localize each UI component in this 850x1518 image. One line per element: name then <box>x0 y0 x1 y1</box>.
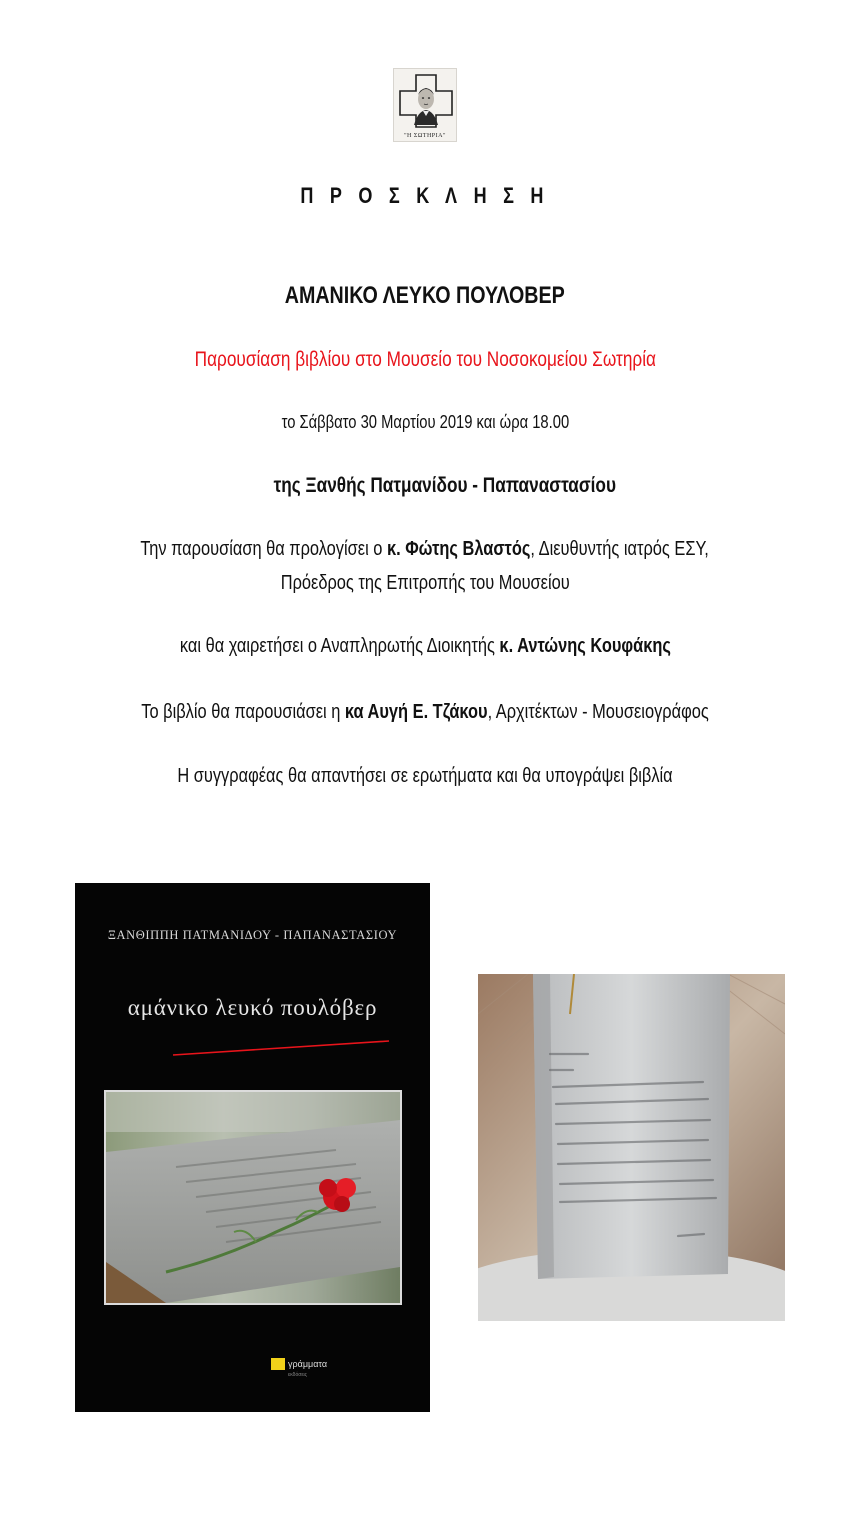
event-subtitle-text: Παρουσίαση βιβλίου στο Μουσείο του Νοσοκομείου Σωτηρία <box>194 348 656 371</box>
prologue-line-1 <box>141 538 709 561</box>
greeting-pre: και θα χαιρετήσει ο Αναπληρωτής Διοικητής <box>179 635 500 657</box>
hospital-logo <box>393 68 457 142</box>
marble-monument-inscription-photo <box>478 974 785 1321</box>
invitation-heading <box>0 183 850 209</box>
book-title-text: ΑΜΑΝΙΚΟ ΛΕΥΚΟ ΠΟΥΛΟΒΕΡ <box>284 282 566 309</box>
presenter-post: , Αρχιτέκτων - Μουσειογράφος <box>487 701 709 723</box>
event-date-text: το Σάββατο 30 Μαρτίου 2019 και ώρα 18.00 <box>281 412 569 432</box>
presenter-paragraph <box>0 701 850 724</box>
greeting-speaker: κ. Αντώνης Κουφάκης <box>499 635 671 657</box>
cover-author: ΞΑΝΘΙΠΠΗ ΠΑΤΜΑΝΙΔΟΥ - ΠΑΠΑΝΑΣΤΑΣΙΟΥ <box>107 928 398 942</box>
publisher-logo <box>271 1358 327 1372</box>
prologue-speaker: κ. Φώτης Βλαστός <box>387 538 531 560</box>
presenter-line <box>141 701 708 724</box>
publisher-sub: εκδόσεις <box>288 1372 308 1378</box>
publisher-mark-icon <box>271 1358 285 1370</box>
book-title <box>0 282 850 310</box>
presenter-name: κα Αυγή Ε. Τζάκου <box>344 701 488 723</box>
presenter-pre: Το βιβλίο θα παρουσιάσει η <box>141 701 345 723</box>
hospital-emblem-portrait-icon <box>394 69 458 143</box>
event-subtitle <box>0 348 850 372</box>
logo-caption: "Η ΣΩΤΗΡΙΑ" <box>404 133 446 139</box>
cover-title: αμάνικο λευκό πουλόβερ <box>127 995 378 1020</box>
prologue-line-2: Πρόεδρος της Επιτροπής του Μουσείου <box>280 572 570 594</box>
greeting-line <box>179 635 670 658</box>
red-carnation-on-marble-photo <box>104 1090 402 1305</box>
book-cover-image <box>75 883 430 1412</box>
publisher-name: γράμματα <box>288 1359 328 1369</box>
cover-red-stroke <box>171 1037 391 1057</box>
prologue-post: , Διευθυντής ιατρός ΕΣΥ, <box>530 538 710 560</box>
prologue-paragraph-line-2 <box>0 572 850 595</box>
prologue-pre: Την παρουσίαση θα προλογίσει ο <box>140 538 388 560</box>
invitation-heading-text: Π Ρ Ο Σ Κ Λ Η Σ Η <box>300 183 550 208</box>
author-line <box>20 474 850 498</box>
event-date <box>0 412 850 433</box>
greeting-paragraph <box>0 635 850 658</box>
author-line-text: της Ξανθής Πατμανίδου - Παπαναστασίου <box>273 474 617 497</box>
prologue-paragraph <box>0 538 850 561</box>
signing-paragraph <box>0 765 850 788</box>
signing-line: Η συγγραφέας θα απαντήσει σε ερωτήματα και θα υπογράψει βιβλία <box>177 765 673 787</box>
